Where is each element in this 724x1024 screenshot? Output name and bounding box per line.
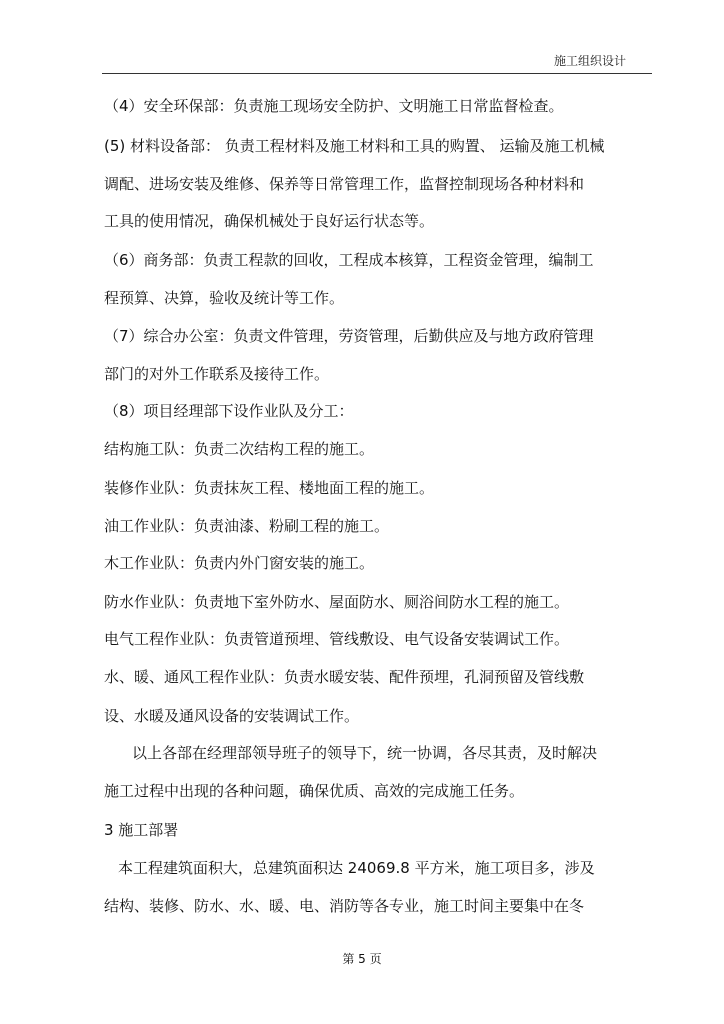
text-line: 防水作业队：负责地下室外防水、屋面防水、厕浴间防水工程的施工。 xyxy=(104,593,570,611)
text-line: 木工作业队：负责内外门窗安装的施工。 xyxy=(104,554,375,572)
text-line: 水、暖、通风工程作业队：负责水暖安装、配件预埋，孔洞预留及管线敷 xyxy=(104,668,585,686)
text-line: 施工过程中出现的各种问题，确保优质、高效的完成施工任务。 xyxy=(104,782,525,800)
page-number: 第 5 页 xyxy=(342,952,382,966)
text-line: （7）综合办公室：负责文件管理，劳资管理，后勤供应及与地方政府管理 xyxy=(104,327,594,345)
text-line: （4）安全环保部：负责施工现场安全防护、文明施工日常监督检查。 xyxy=(104,97,564,115)
text-line: 工具的使用情况，确保机械处于良好运行状态等。 xyxy=(104,212,435,230)
text-line: 设、水暖及通风设备的安装调试工作。 xyxy=(104,707,360,725)
text-line: （8）项目经理部下设作业队及分工： xyxy=(104,402,354,420)
text-line: (5) 材料设备部： 负责工程材料及施工材料和工具的购置、 运输及施工机械 xyxy=(104,137,605,155)
running-header: 施工组织设计 xyxy=(553,54,626,68)
text-line: （6）商务部：负责工程款的回收，工程成本核算，工程资金管理，编制工 xyxy=(104,251,594,269)
paragraph-indent-line: 本工程建筑面积大，总建筑面积达 24069.8 平方米，施工项目多，涉及 xyxy=(118,859,595,877)
text-line: 结构、装修、防水、水、暖、电、消防等各专业，施工时间主要集中在冬 xyxy=(104,897,585,915)
text-line: 装修作业队：负责抹灰工程、楼地面工程的施工。 xyxy=(104,479,435,497)
section-heading: 3 施工部署 xyxy=(104,821,179,839)
text-line: 油工作业队：负责油漆、粉刷工程的施工。 xyxy=(104,517,390,535)
text-line: 调配、进场安装及维修、保养等日常管理工作，监督控制现场各种材料和 xyxy=(104,175,585,193)
header-divider xyxy=(102,73,652,74)
text-line: 结构施工队：负责二次结构工程的施工。 xyxy=(104,440,375,458)
text-line: 部门的对外工作联系及接待工作。 xyxy=(104,365,330,383)
text-line: 程预算、决算，验收及统计等工作。 xyxy=(104,289,345,307)
paragraph-indent-line: 以上各部在经理部领导班子的领导下，统一协调，各尽其责，及时解决 xyxy=(132,744,598,762)
text-line: 电气工程作业队：负责管道预埋、管线敷设、电气设备安装调试工作。 xyxy=(104,630,570,648)
